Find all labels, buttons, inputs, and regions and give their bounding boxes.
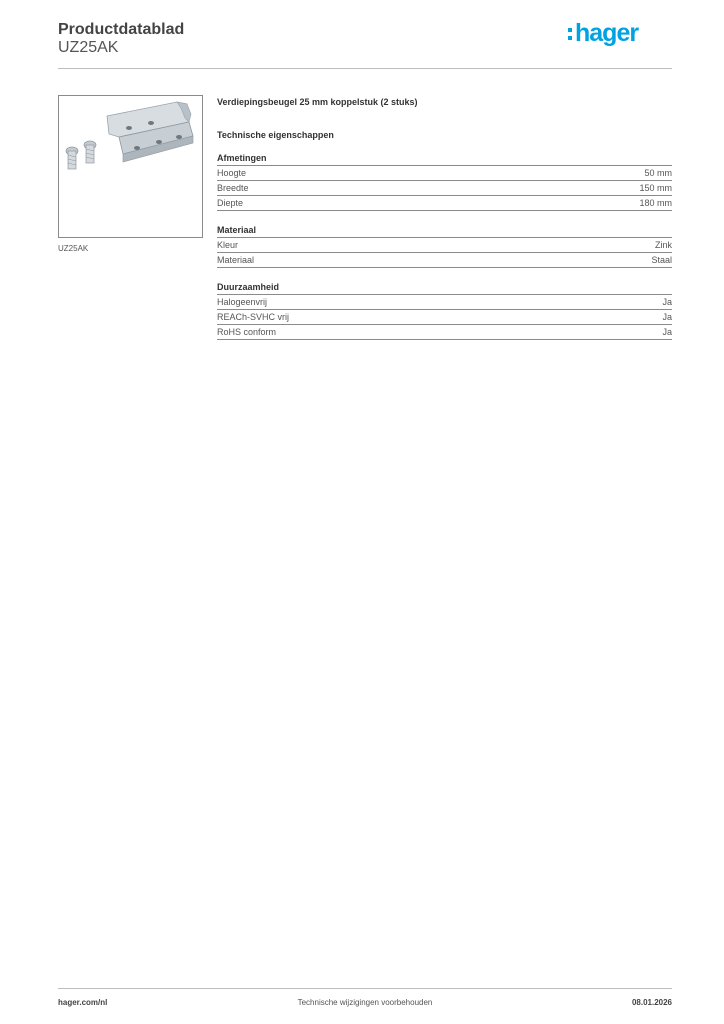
spec-label: Diepte xyxy=(217,198,244,208)
image-caption: UZ25AK xyxy=(58,244,89,253)
spec-row xyxy=(217,253,672,268)
spec-label: Kleur xyxy=(217,240,239,250)
footer-website-link[interactable]: hager.com/nl xyxy=(58,998,108,1007)
spec-value: Zink xyxy=(654,240,672,250)
product-specs xyxy=(217,95,672,340)
spec-label: RoHS conform xyxy=(217,327,277,337)
bracket-photo-icon xyxy=(59,96,202,237)
spec-label: REACh-SVHC vrij xyxy=(217,312,290,322)
spec-row xyxy=(217,310,672,325)
document-subtitle: UZ25AK xyxy=(58,39,119,56)
spec-group-materiaal xyxy=(217,223,672,268)
specs-heading: Technische eigenschappen xyxy=(217,130,334,140)
spec-row xyxy=(217,295,672,310)
spec-label: Halogeenvrij xyxy=(217,297,268,307)
spec-value: Staal xyxy=(651,255,672,265)
footer-notice: Technische wijzigingen voorbehouden xyxy=(297,998,433,1007)
hager-logo xyxy=(566,16,656,48)
spec-row xyxy=(217,166,672,181)
spec-value: Ja xyxy=(662,327,672,337)
logo-text: hager xyxy=(575,19,639,47)
spec-value: Ja xyxy=(662,312,672,322)
spec-row xyxy=(217,196,672,211)
spec-label: Breedte xyxy=(217,183,249,193)
spec-value: 50 mm xyxy=(644,168,672,178)
spec-group-title: Afmetingen xyxy=(217,151,672,166)
spec-group-afmetingen xyxy=(217,151,672,211)
spec-label: Materiaal xyxy=(217,255,255,265)
spec-value: 180 mm xyxy=(639,198,672,208)
spec-group-duurzaamheid xyxy=(217,280,672,340)
footer-divider xyxy=(58,988,672,989)
header-divider xyxy=(58,68,672,69)
spec-group-title: Duurzaamheid xyxy=(217,280,672,295)
spec-row xyxy=(217,181,672,196)
spec-row xyxy=(217,238,672,253)
product-name: Verdiepingsbeugel 25 mm koppelstuk (2 stuks) xyxy=(217,97,418,107)
footer xyxy=(58,997,672,1009)
document-title: Productdatablad xyxy=(58,21,185,38)
spec-group-title: Materiaal xyxy=(217,223,672,238)
footer-date: 08.01.2026 xyxy=(631,998,672,1007)
spec-row xyxy=(217,325,672,340)
spec-label: Hoogte xyxy=(217,168,247,178)
product-image xyxy=(58,95,203,238)
spec-value: Ja xyxy=(662,297,672,307)
spec-value: 150 mm xyxy=(639,183,672,193)
